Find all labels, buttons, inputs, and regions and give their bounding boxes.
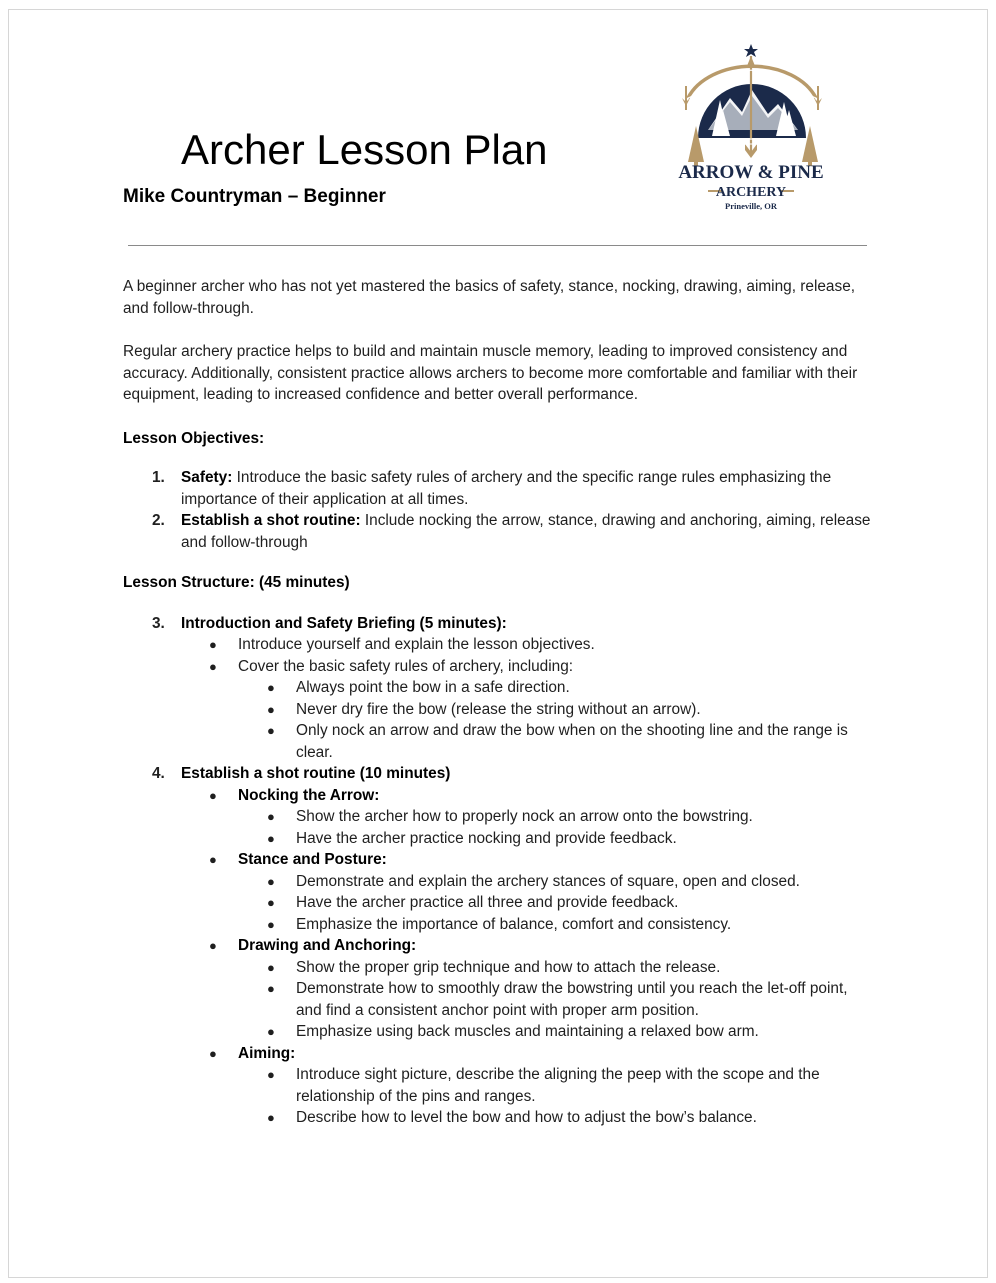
sub-list-item bbox=[123, 914, 873, 936]
section-items bbox=[123, 634, 873, 763]
sub-list-item-text: Show the archer how to properly nock an arrow onto the bowstring. bbox=[296, 808, 753, 825]
sub-list-item-text: Emphasize using back muscles and maintaining a relaxed bow arm. bbox=[296, 1023, 759, 1040]
sub-list-item-text: Have the archer practice nocking and provide feedback. bbox=[296, 829, 677, 847]
sub-list-item-text: Emphasize the importance of balance, comfort and consistency. bbox=[296, 915, 732, 933]
sub-list-item-text: Only nock an arrow and draw the bow when on the shooting line and the range is clear. bbox=[296, 722, 848, 761]
bullet-icon: ● bbox=[267, 1067, 275, 1082]
bullet-icon: ● bbox=[267, 723, 275, 738]
list-item-text: Nocking the Arrow: bbox=[238, 786, 380, 804]
page-subtitle: Mike Countryman – Beginner bbox=[123, 186, 386, 207]
bullet-icon: ● bbox=[267, 1110, 275, 1125]
sub-items bbox=[123, 677, 873, 763]
structure-section bbox=[123, 763, 873, 1129]
structure-list bbox=[123, 613, 873, 1129]
bullet-icon: ● bbox=[209, 852, 217, 867]
bullet-icon: ● bbox=[209, 658, 217, 674]
sub-list-item-text: Show the proper grip technique and how to attach the release. bbox=[296, 958, 721, 976]
sub-list-item-text: Demonstrate and explain the archery stances of square, open and closed. bbox=[296, 872, 800, 890]
logo-emblem-icon bbox=[668, 40, 838, 215]
logo-location: Prineville, OR bbox=[725, 201, 777, 211]
objective-label: Safety: bbox=[181, 469, 233, 486]
objective-number: 2. bbox=[152, 512, 165, 529]
section-number: 3. bbox=[152, 614, 165, 632]
sub-list-item bbox=[123, 699, 873, 721]
structure-heading: Lesson Structure: (45 minutes) bbox=[123, 574, 350, 591]
bullet-icon: ● bbox=[267, 916, 275, 932]
list-item-text: Cover the basic safety rules of archery, including: bbox=[238, 657, 574, 675]
sub-list-item bbox=[123, 892, 873, 914]
page-title: Archer Lesson Plan bbox=[181, 126, 548, 173]
list-item bbox=[123, 1043, 873, 1129]
objective-text: Introduce the basic safety rules of archery and the specific range rules emphasizing the importance of their application at all times. bbox=[181, 469, 832, 508]
section-title: Introduction and Safety Briefing (5 minutes): bbox=[181, 614, 507, 632]
sub-items bbox=[123, 871, 873, 936]
objective-item bbox=[123, 510, 873, 553]
sub-items bbox=[123, 957, 873, 1043]
sub-list-item bbox=[123, 806, 873, 828]
list-item bbox=[123, 935, 873, 1043]
list-item bbox=[123, 656, 873, 764]
sub-list-item bbox=[123, 828, 873, 850]
structure-section bbox=[123, 613, 873, 764]
bullet-icon: ● bbox=[209, 938, 217, 953]
objectives-list bbox=[123, 467, 873, 553]
sub-list-item-text: Have the archer practice all three and provide feedback. bbox=[296, 894, 679, 911]
list-item bbox=[123, 785, 873, 850]
bullet-icon: ● bbox=[267, 895, 275, 910]
section-title: Establish a shot routine (10 minutes) bbox=[181, 765, 451, 782]
list-item-text: Stance and Posture: bbox=[238, 851, 387, 868]
list-item-text: Aiming: bbox=[238, 1044, 296, 1062]
bullet-icon: ● bbox=[267, 680, 275, 695]
sub-list-item-text: Introduce sight picture, describe the aligning the peep with the scope and the relationship of the pins and ranges. bbox=[296, 1066, 820, 1105]
objectives-heading: Lesson Objectives: bbox=[123, 429, 265, 447]
bullet-icon: ● bbox=[267, 701, 275, 717]
sub-list-item bbox=[123, 978, 873, 1021]
intro-paragraph-2: Regular archery practice helps to build and maintain muscle memory, leading to improved consistency and accuracy. Additionally, consistent practice allows archers to become more comfortable and familiar with their equipment, leading to increased confidence and better overall performance. bbox=[123, 343, 858, 403]
objective-item bbox=[123, 467, 873, 510]
sub-list-item-text: Always point the bow in a safe direction. bbox=[296, 679, 570, 696]
list-item-text: Drawing and Anchoring: bbox=[238, 937, 417, 954]
sub-list-item-text: Describe how to level the bow and how to adjust the bow’s balance. bbox=[296, 1109, 757, 1126]
document-body bbox=[123, 276, 873, 1129]
sub-list-item bbox=[123, 871, 873, 893]
intro-paragraph-1: A beginner archer who has not yet mastered the basics of safety, stance, nocking, drawing, aiming, release, and follow-through. bbox=[123, 278, 856, 317]
bullet-icon: ● bbox=[267, 830, 275, 846]
sub-list-item-text: Never dry fire the bow (release the string without an arrow). bbox=[296, 700, 701, 718]
arrow-pine-logo bbox=[668, 40, 838, 215]
sub-list-item bbox=[123, 1107, 873, 1129]
logo-name-line1: ARROW & PINE bbox=[678, 162, 824, 183]
list-item bbox=[123, 634, 873, 656]
bullet-icon: ● bbox=[209, 1045, 217, 1061]
sub-list-item-text: Demonstrate how to smoothly draw the bowstring until you reach the let-off point, and find a consistent anchor point with proper arm position. bbox=[296, 980, 848, 1019]
sub-list-item bbox=[123, 720, 873, 763]
bullet-icon: ● bbox=[267, 959, 275, 975]
sub-items bbox=[123, 1064, 873, 1129]
sub-list-item bbox=[123, 1021, 873, 1043]
bullet-icon: ● bbox=[209, 787, 217, 803]
header-divider bbox=[128, 245, 867, 246]
bullet-icon: ● bbox=[267, 809, 275, 824]
logo-name-line2: ARCHERY bbox=[715, 185, 787, 200]
objective-number: 1. bbox=[152, 469, 165, 486]
bullet-icon: ● bbox=[267, 1024, 275, 1039]
sub-items bbox=[123, 806, 873, 849]
objective-label: Establish a shot routine: bbox=[181, 512, 361, 529]
bullet-icon: ● bbox=[267, 873, 275, 889]
sub-list-item bbox=[123, 1064, 873, 1107]
objective-text: Include nocking the arrow, stance, drawing and anchoring, aiming, release and follow-through bbox=[181, 512, 871, 551]
list-item-text: Introduce yourself and explain the lesson objectives. bbox=[238, 636, 595, 653]
list-item bbox=[123, 849, 873, 935]
section-number: 4. bbox=[152, 765, 165, 782]
section-items bbox=[123, 785, 873, 1129]
sub-list-item bbox=[123, 957, 873, 979]
sub-list-item bbox=[123, 677, 873, 699]
bullet-icon: ● bbox=[209, 637, 217, 652]
bullet-icon: ● bbox=[267, 981, 275, 996]
